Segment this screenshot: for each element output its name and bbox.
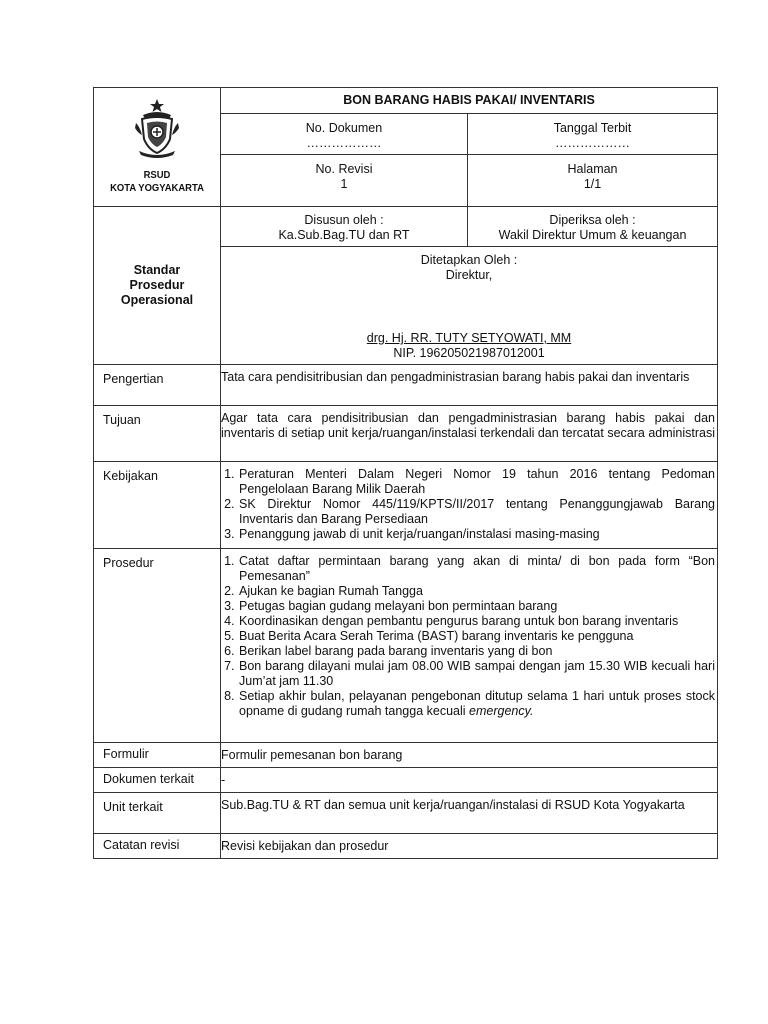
disusun-label: Disusun oleh : (304, 213, 384, 227)
no-dokumen-value: ……………… (306, 136, 382, 150)
diperiksa-cell (468, 207, 718, 247)
kebijakan-label: Kebijakan (94, 462, 221, 549)
prosedur-label: Prosedur (94, 549, 221, 743)
signatory-name: drg. Hj. RR. TUTY SETYOWATI, MM (366, 331, 572, 345)
dokumen-terkait-label: Dokumen terkait (94, 768, 221, 793)
catatan-revisi-text: Revisi kebijakan dan prosedur (221, 834, 718, 859)
tujuan-label: Tujuan (94, 406, 221, 462)
unit-terkait-label: Unit terkait (94, 793, 221, 834)
prosedur-item: 4. Koordinasikan dengan pembantu pengurus barang untuk bon barang inventaris (238, 614, 715, 629)
formulir-text: Formulir pemesanan bon barang (221, 743, 718, 768)
catatan-revisi-label: Catatan revisi (94, 834, 221, 859)
ditetapkan-label: Ditetapkan Oleh : (420, 253, 518, 267)
prosedur-item-text: Setiap akhir bulan, pelayanan pengebonan ditutup selama 1 hari untuk proses stock opname di gudang rumah tangga kecuali (239, 689, 716, 718)
kebijakan-list (221, 467, 715, 542)
no-revisi-value: 1 (340, 177, 348, 191)
prosedur-item: 6. Berikan label barang pada barang inventaris yang di bon (238, 644, 715, 659)
sop-document-table (93, 87, 718, 859)
signatory-nip: NIP. 196205021987012001 (393, 346, 545, 360)
kebijakan-item: 3. Penanggung jawab di unit kerja/ruangan/instalasi masing-masing (238, 527, 715, 542)
tanggal-terbit-label: Tanggal Terbit (553, 121, 632, 135)
prosedur-item: 2. Ajukan ke bagian Rumah Tangga (238, 584, 715, 599)
tanggal-terbit-cell (468, 114, 718, 155)
kebijakan-item: 1. Peraturan Menteri Dalam Negeri Nomor 19 tahun 2016 tentang Pedoman Pengelolaan Barang Milik Daerah (238, 467, 715, 497)
disusun-value: Ka.Sub.Bag.TU dan RT (278, 228, 410, 242)
city-coat-of-arms-icon (133, 97, 181, 159)
kebijakan-item: 2. SK Direktur Nomor 445/119/KPTS/II/2017 tentang Penanggungjawab Barang Inventaris dan Barang Persediaan (238, 497, 715, 527)
halaman-value: 1/1 (583, 177, 602, 191)
institution-name (100, 169, 213, 195)
halaman-cell (468, 155, 718, 207)
sop-line-1: Standar (133, 263, 181, 277)
no-revisi-cell (221, 155, 468, 207)
ditetapkan-role: Direktur, (445, 268, 493, 282)
pengertian-label: Pengertian (94, 365, 221, 406)
prosedur-item: 3. Petugas bagian gudang melayani bon permintaan barang (238, 599, 715, 614)
document-title: BON BARANG HABIS PAKAI/ INVENTARIS (221, 88, 718, 114)
sop-line-3: Operasional (120, 293, 194, 307)
halaman-label: Halaman (567, 162, 618, 176)
logo-cell (94, 88, 221, 207)
no-dokumen-cell (221, 114, 468, 155)
institution-line-1: RSUD (143, 169, 171, 181)
disusun-cell (221, 207, 468, 247)
prosedur-item (238, 689, 715, 719)
diperiksa-label: Diperiksa oleh : (549, 213, 636, 227)
tujuan-text: Agar tata cara pendisitribusian dan pengadministrasian barang habis pakai dan inventaris di setiap unit kerja/ruangan/instalasi terkendali dan tercatat secara administrasi (221, 406, 718, 462)
prosedur-list (221, 554, 715, 719)
prosedur-item: 1. Catat daftar permintaan barang yang akan di minta/ di bon pada form “Bon Pemesanan” (238, 554, 715, 584)
diperiksa-value: Wakil Direktur Umum & keuangan (498, 228, 687, 242)
formulir-label: Formulir (94, 743, 221, 768)
prosedur-item: 7. Bon barang dilayani mulai jam 08.00 WIB sampai dengan jam 15.30 WIB kecuali hari Jum’at jam 11.30 (238, 659, 715, 689)
ditetapkan-cell (221, 247, 718, 365)
sop-line-2: Prosedur (129, 278, 185, 292)
sop-label-cell (94, 207, 221, 365)
dokumen-terkait-text: - (221, 768, 718, 793)
unit-terkait-text: Sub.Bag.TU & RT dan semua unit kerja/ruangan/instalasi di RSUD Kota Yogyakarta (221, 793, 718, 834)
no-revisi-label: No. Revisi (315, 162, 373, 176)
tanggal-terbit-value: ……………… (555, 136, 630, 150)
no-dokumen-label: No. Dokumen (305, 121, 383, 135)
kebijakan-content (221, 462, 718, 549)
prosedur-item: 5. Buat Berita Acara Serah Terima (BAST) barang inventaris ke pengguna (238, 629, 715, 644)
pengertian-text: Tata cara pendisitribusian dan pengadministrasian barang habis pakai dan inventaris (221, 365, 718, 406)
institution-line-2: KOTA YOGYAKARTA (110, 182, 204, 194)
prosedur-content (221, 549, 718, 743)
prosedur-emphasis: emergency. (469, 704, 534, 718)
